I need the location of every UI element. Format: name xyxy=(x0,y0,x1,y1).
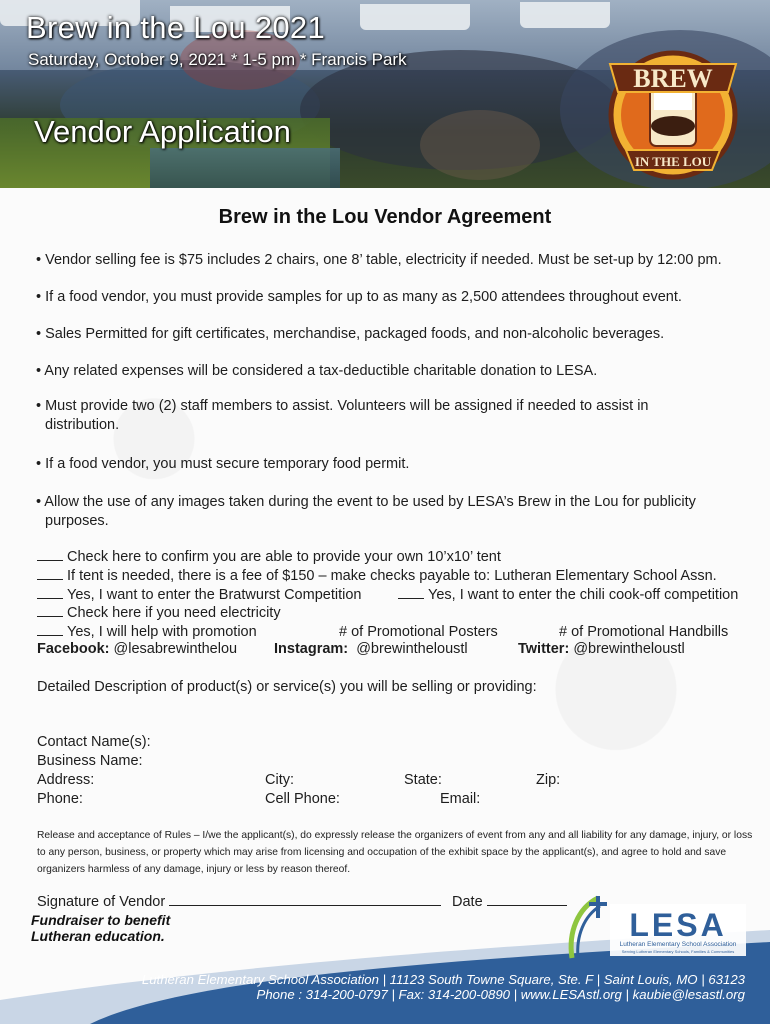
instagram-label: Instagram: xyxy=(274,641,349,657)
bullet-text: • Vendor selling fee is $75 includes 2 chairs, one 8’ table, electricity if needed. Must be set-up by 12:00 pm. xyxy=(36,252,722,268)
contact-names-field[interactable]: Contact Name(s): xyxy=(37,734,151,750)
tent-checkbox-blank[interactable] xyxy=(37,548,63,561)
lesa-logo-tagline: Serving Lutheran Elementary Schools, Families & Communities xyxy=(621,949,735,954)
city-field[interactable]: City: xyxy=(265,772,294,788)
twitter-value: @brewintheloustl xyxy=(573,641,685,657)
agreement-bullet xyxy=(36,397,756,435)
date-field[interactable] xyxy=(452,891,567,910)
application-title: Vendor Application xyxy=(34,114,291,149)
promotion-checkbox-blank[interactable] xyxy=(37,623,63,636)
twitter-label: Twitter: xyxy=(518,641,570,657)
posters-label: # of Promotional Posters xyxy=(339,624,498,640)
facebook-handle xyxy=(37,641,237,657)
promotion-checkbox-row[interactable] xyxy=(37,623,257,641)
handbills-label: # of Promotional Handbills xyxy=(559,624,729,640)
logo-brew-text: BREW xyxy=(633,64,713,93)
fundraiser-line-2: Lutheran education. xyxy=(31,928,165,944)
date-line[interactable] xyxy=(487,891,567,906)
fundraiser-line-1: Fundraiser to benefit xyxy=(31,912,171,928)
instagram-value: @brewintheloustl xyxy=(356,641,468,657)
signature-line[interactable] xyxy=(169,891,441,906)
agreement-bullet xyxy=(36,251,756,270)
bullet-text: • Any related expenses will be considered a tax-deductible charitable donation to LESA. xyxy=(36,363,598,379)
bratwurst-label: Yes, I want to enter the Bratwurst Competition xyxy=(67,587,362,603)
bullet-text: • Must provide two (2) staff members to assist. Volunteers will be assigned if needed to assist in xyxy=(36,398,649,414)
address-field[interactable]: Address: xyxy=(37,772,95,788)
footer-contact: Phone : 314-200-0797 | Fax: 314-200-0890 | www.LESAstl.org | kaubie@lesastl.org xyxy=(256,987,745,1002)
bullet-text-continued: purposes. xyxy=(45,513,109,529)
banner-tent xyxy=(360,4,470,30)
agreement-bullet xyxy=(36,325,756,344)
tent-checkbox-row[interactable] xyxy=(37,548,501,566)
zip-field[interactable]: Zip: xyxy=(536,772,561,788)
lesa-logo-full-name: Lutheran Elementary School Association xyxy=(619,941,737,948)
instagram-handle xyxy=(274,641,468,657)
bratwurst-checkbox-blank[interactable] xyxy=(37,586,63,599)
brew-in-the-lou-logo xyxy=(598,40,748,185)
description-label: Detailed Description of product(s) or service(s) you will be selling or providing: xyxy=(37,679,537,695)
electricity-checkbox-blank[interactable] xyxy=(37,604,63,617)
agreement-bullet xyxy=(36,362,756,381)
electricity-label: Check here if you need electricity xyxy=(67,605,281,621)
facebook-value: @lesabrewinthelou xyxy=(113,641,238,657)
handbills-field[interactable] xyxy=(559,623,728,641)
agreement-bullet xyxy=(36,288,756,307)
phone-field[interactable]: Phone: xyxy=(37,791,83,807)
chili-label: Yes, I want to enter the chili cook-off competition xyxy=(428,587,739,603)
tent-fee-label: If tent is needed, there is a fee of $150 – make checks payable to: Lutheran Elementary School Assn. xyxy=(67,568,717,584)
bullet-text: • If a food vendor, you must secure temporary food permit. xyxy=(36,456,410,472)
bullet-text: • Allow the use of any images taken during the event to be used by LESA’s Brew in the Lou for publicity xyxy=(36,494,696,510)
agreement-bullet xyxy=(36,493,756,531)
event-subtitle: Saturday, October 9, 2021 * 1-5 pm * Francis Park xyxy=(28,50,407,69)
bullet-text-continued: distribution. xyxy=(45,417,120,433)
banner-water xyxy=(150,148,340,188)
tent-fee-checkbox-row[interactable] xyxy=(37,567,717,585)
agreement-bullet xyxy=(36,455,756,474)
banner-tent xyxy=(520,2,610,28)
email-field[interactable]: Email: xyxy=(440,791,481,807)
logo-lou-text: IN THE LOU xyxy=(634,154,712,169)
cell-phone-field[interactable]: Cell Phone: xyxy=(265,791,340,807)
bullet-text: • Sales Permitted for gift certificates, merchandise, packaged foods, and non-alcoholic beverages. xyxy=(36,326,665,342)
lesa-logo xyxy=(560,892,750,962)
banner-crowd xyxy=(420,110,540,180)
release-text: Release and acceptance of Rules – I/we the applicant(s), do expressly release the organizers of event from any and all liability for any damage, injury, or loss to any person, business, or property which may arise from licensing and occupation of the exhibit space by the applicant(s), and agree to hold and save organizers harmless of any damage, injury or less by reason thereof. xyxy=(37,830,753,875)
state-field[interactable]: State: xyxy=(404,772,442,788)
business-name-field[interactable]: Business Name: xyxy=(37,753,143,769)
posters-field[interactable] xyxy=(339,623,498,641)
signature-field[interactable] xyxy=(37,891,441,910)
tent-checkbox-label: Check here to confirm you are able to provide your own 10’x10’ tent xyxy=(67,549,501,565)
bratwurst-checkbox-row[interactable] xyxy=(37,586,361,604)
facebook-label: Facebook: xyxy=(37,641,110,657)
electricity-checkbox-row[interactable] xyxy=(37,604,281,622)
twitter-handle xyxy=(518,641,685,657)
footer-address: Lutheran Elementary School Association | 11123 South Towne Square, Ste. F | Saint Louis, MO | 63123 xyxy=(141,972,745,987)
chili-checkbox-blank[interactable] xyxy=(398,586,424,599)
chili-checkbox-row[interactable] xyxy=(398,586,738,604)
signature-label: Signature of Vendor xyxy=(37,894,166,910)
agreement-title: Brew in the Lou Vendor Agreement xyxy=(218,206,552,228)
date-label: Date xyxy=(452,894,483,910)
event-title: Brew in the Lou 2021 xyxy=(26,10,325,45)
tent-fee-checkbox-blank[interactable] xyxy=(37,567,63,580)
bullet-text: • If a food vendor, you must provide samples for up to as many as 2,500 attendees throughout event. xyxy=(36,289,682,305)
promotion-label: Yes, I will help with promotion xyxy=(67,624,257,640)
lesa-logo-name: LESA xyxy=(629,907,727,943)
